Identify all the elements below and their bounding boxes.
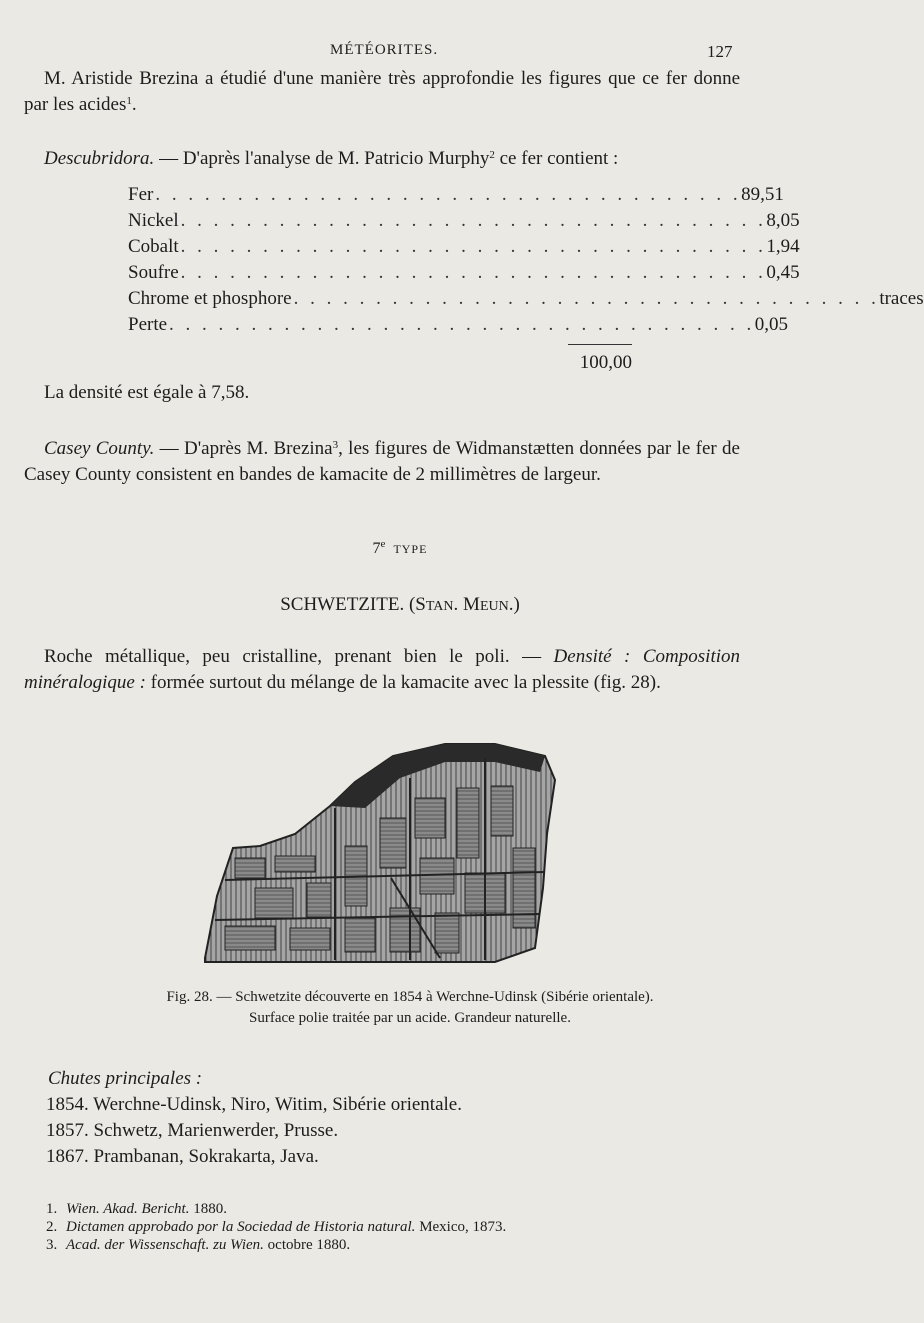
analysis-table <box>128 182 924 338</box>
analysis-row <box>128 260 800 286</box>
chute-item <box>46 1118 462 1144</box>
casey-paragraph <box>24 436 740 488</box>
element-value: 89,51 <box>741 184 784 205</box>
element-value: 8,05 <box>766 210 800 231</box>
element-name: Perte <box>128 314 168 335</box>
type-heading <box>0 540 800 558</box>
intro-paragraph <box>24 66 740 118</box>
description-paragraph <box>24 644 740 696</box>
chute-year: 1867. <box>46 1146 89 1167</box>
footnote-ref: 1 <box>126 95 132 107</box>
rock-name: SCHWETZITE. <box>280 594 405 615</box>
author-prefix: (S <box>408 594 426 615</box>
sum-rule <box>568 344 632 345</box>
element-name: Nickel <box>128 210 179 231</box>
analysis-row <box>128 312 789 338</box>
author-mid: . M <box>453 594 480 615</box>
footnote-detail: 1880. <box>189 1201 227 1217</box>
element-name: Soufre <box>128 262 179 283</box>
footnote-source: Acad. der Wissenschaft. zu Wien. <box>66 1237 264 1253</box>
element-value: 0,05 <box>754 314 789 335</box>
footnote-detail: Mexico, 1873. <box>415 1219 507 1235</box>
footnote-ref: 2 <box>489 149 495 161</box>
author-small-2: EUN <box>479 599 509 614</box>
meteorite-name: Casey County. <box>44 438 155 459</box>
footnote-number: 1. <box>46 1201 58 1217</box>
footnotes <box>46 1200 506 1254</box>
leader-dots: . . . . . . . . . . . . . . . . . . . . . . . . . . . . . . . . . . . . <box>180 236 767 257</box>
footnote-source: Dictamen approbado por la Sociedad de Historia natural. <box>66 1219 416 1235</box>
analysis-row <box>128 286 924 312</box>
leader-dots: . . . . . . . . . . . . . . . . . . . . . . . . . . . . . . . . . . . . <box>155 184 742 205</box>
author-small-1: TAN <box>425 599 454 614</box>
density-line: La densité est égale à 7,58. <box>44 382 250 403</box>
chute-item <box>46 1144 462 1170</box>
footnote-number: 3. <box>46 1237 58 1253</box>
chute-place: Prambanan, Sokrakarta, Java. <box>93 1146 319 1167</box>
meteorite-slice-illustration <box>195 738 565 968</box>
running-title: MÉTÉORITES. <box>330 42 439 58</box>
chute-year: 1857. <box>46 1120 89 1141</box>
footnote <box>46 1218 506 1236</box>
element-value: 1,94 <box>766 236 800 257</box>
descubridora-paragraph <box>24 146 740 172</box>
footnote-source: Wien. Akad. Bericht. <box>66 1201 190 1217</box>
leader-dots: . . . . . . . . . . . . . . . . . . . . . . . . . . . . . . . . . . . . <box>169 314 755 335</box>
descubridora-text: — D'après l'analyse de M. Patricio Murphy <box>154 148 490 169</box>
footnote-number: 2. <box>46 1219 58 1235</box>
descubridora-tail: ce fer contient : <box>494 148 619 169</box>
densite-label: Densité : <box>553 646 631 667</box>
leader-dots: . . . . . . . . . . . . . . . . . . . . . . . . . . . . . . . . . . . . <box>293 288 880 309</box>
chutes-list <box>46 1066 462 1170</box>
chute-item <box>46 1092 462 1118</box>
caption-line-1: Fig. 28. — Schwetzite découverte en 1854 à Werchne-Udinsk (Sibérie orientale). <box>166 989 654 1005</box>
type-ordinal: e <box>380 538 386 550</box>
chute-place: Werchne-Udinsk, Niro, Witim, Sibérie orientale. <box>93 1094 462 1115</box>
analysis-total: 100,00 <box>579 352 632 373</box>
type-word: TYPE <box>393 542 428 556</box>
element-name: Fer <box>128 184 154 205</box>
element-name: Chrome et phosphore <box>128 288 292 309</box>
composition-text: formée surtout du mélange de la kamacite avec la plessite (fig. 28). <box>145 672 661 693</box>
intro-text: M. Aristide Brezina a étudié d'une manière très approfondie les figures que ce fer donne par les acides <box>24 68 740 115</box>
casey-tail: , les figures de Widmanstætten données par le fer de Casey County consistent en bandes de kamacite de 2 millimètres de largeur. <box>24 438 740 485</box>
footnote <box>46 1200 506 1218</box>
composition-label: Composition minéralogique : <box>24 646 740 693</box>
casey-text: — D'après M. Brezina <box>154 438 333 459</box>
element-value: traces <box>879 288 924 309</box>
footnote <box>46 1236 506 1254</box>
section-title <box>0 594 800 616</box>
description-text: Roche métallique, peu cristalline, prenant bien le poli. — <box>44 646 554 667</box>
page-number: 127 <box>707 42 733 61</box>
analysis-row <box>128 182 784 208</box>
chute-year: 1854. <box>46 1094 89 1115</box>
intro-end: . <box>131 94 137 115</box>
element-name: Cobalt <box>128 236 179 257</box>
footnote-ref: 3 <box>332 439 339 451</box>
element-value: 0,45 <box>766 262 800 283</box>
type-number: 7 <box>372 540 381 557</box>
caption-line-2: Surface polie traitée par un acide. Grandeur naturelle. <box>249 1010 571 1026</box>
figure-caption <box>80 987 740 1029</box>
leader-dots: . . . . . . . . . . . . . . . . . . . . . . . . . . . . . . . . . . . . <box>180 262 767 283</box>
leader-dots: . . . . . . . . . . . . . . . . . . . . . . . . . . . . . . . . . . . . <box>180 210 767 231</box>
footnote-detail: octobre 1880. <box>263 1237 351 1253</box>
chute-place: Schwetz, Marienwerder, Prusse. <box>93 1120 339 1141</box>
meteorite-name: Descubridora. <box>44 148 155 169</box>
analysis-row <box>128 208 800 234</box>
author-suffix: .) <box>508 594 520 615</box>
analysis-row <box>128 234 800 260</box>
chutes-heading: Chutes principales : <box>48 1068 203 1089</box>
page-header <box>0 40 800 62</box>
